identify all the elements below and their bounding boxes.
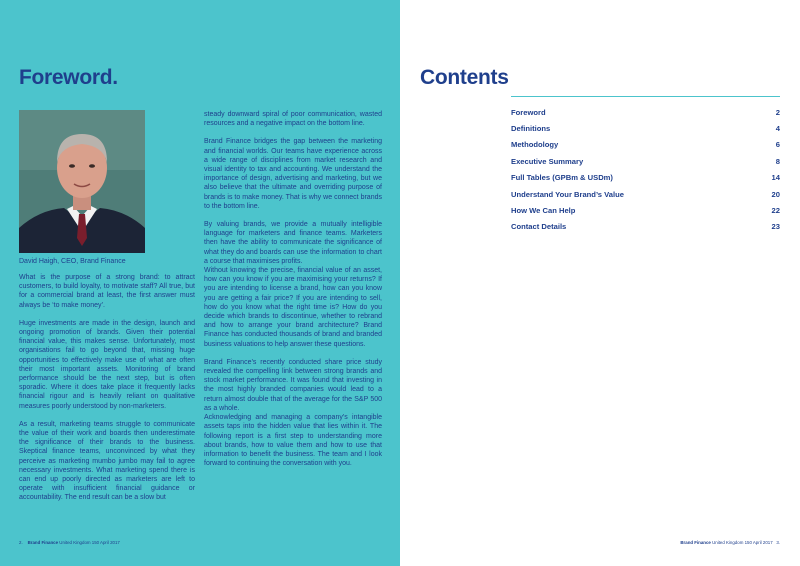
toc-page: 14 <box>771 173 780 183</box>
paragraph: Brand Finance’s recently conducted share price study revealed the compelling link between strong brands and stock market performance. It was found that investing in the most highly branded companies would lead to a return almost double that of the average for the S&P 500 as a whole. <box>204 358 382 412</box>
foreword-column-1 <box>19 273 195 512</box>
toc-label: Foreword <box>511 107 546 117</box>
toc-item-contact-details[interactable] <box>511 219 780 235</box>
toc-item-foreword[interactable] <box>511 104 780 120</box>
ceo-portrait <box>19 110 145 253</box>
footer-text: United Kingdom 150 April 2017 <box>712 540 773 545</box>
toc-page: 20 <box>771 189 780 199</box>
paragraph: Brand Finance bridges the gap between the marketing and financial worlds. Our teams have experience across a wide range of disciplines from market research and visual identity to tax and accounting. We understand the importance of design, advertising and marketing, but we also believe that the ultimate and overriding purpose of brands is to make money. That is why we connect brands to the bottom line. <box>204 138 382 210</box>
footer-right <box>680 540 780 545</box>
page-number: 3. <box>776 540 780 545</box>
paragraph: Huge investments are made in the design, launch and ongoing promotion of brands. Given their potential financial value, this makes sense. Unfortunately, most organisations fail to go beyond that, missing huge opportunities to effectively make use of what are often their most important assets. Monitoring of brand performance should be the next step, but is often sporadic. Where it does take place it frequently lacks financial rigour and is heavily reliant on qualitative measures poorly understood by non-marketers. <box>19 319 195 410</box>
toc-item-definitions[interactable] <box>511 120 780 136</box>
toc-item-how-we-can-help[interactable] <box>511 202 780 218</box>
footer-left <box>19 540 120 545</box>
toc-label: Understand Your Brand’s Value <box>511 189 624 199</box>
paragraph: steady downward spiral of poor communication, wasted resources and a negative impact on the bottom line. <box>204 111 382 128</box>
contents-title: Contents <box>420 66 509 89</box>
footer-text: United Kingdom 150 April 2017 <box>59 540 120 545</box>
toc-label: Definitions <box>511 124 551 134</box>
portrait-illustration <box>19 110 145 253</box>
photo-caption: David Haigh, CEO, Brand Finance <box>19 258 126 265</box>
contents-divider <box>511 96 780 97</box>
paragraph: As a result, marketing teams struggle to communicate the value of their work and boards then underestimate the significance of their brands to the business. Skeptical finance teams, unconvinced by what they perceive as marketing mumbo jumbo may fail to agree necessary investments. What marketing spend there is can end up poorly directed as marketers are left to operate with insufficient financial guidance or accountability. The end result can be a slow but <box>19 420 195 502</box>
toc-item-methodology[interactable] <box>511 137 780 153</box>
toc-page: 22 <box>771 206 780 216</box>
paragraph: Acknowledging and managing a company’s intangible assets taps into the hidden value that lies within it. The following report is a first step to understanding more about brands, how to value them and how to use that information to benefit the business. The team and I look forward to continuing the conversation with you. <box>204 414 382 468</box>
footer-brand: Brand Finance <box>27 540 59 545</box>
paragraph: By valuing brands, we provide a mutually intelligible language for marketers and finance teams. Marketers then have the ability to communicate the significance of what they do and boards can use the information to chart a course that maximises profits. <box>204 221 382 265</box>
toc-page: 23 <box>771 222 780 232</box>
toc-item-executive-summary[interactable] <box>511 153 780 169</box>
toc-label: Contact Details <box>511 222 567 232</box>
page-number: 2. <box>19 540 23 545</box>
toc-label: Methodology <box>511 140 559 150</box>
paragraph: What is the purpose of a strong brand: to attract customers, to build loyalty, to motivate staff? All true, but for a commercial brand at least, the first answer must always be ‘to make money’. <box>19 274 195 309</box>
toc-label: Executive Summary <box>511 156 584 166</box>
table-of-contents <box>511 104 780 235</box>
footer-brand: Brand Finance <box>680 540 711 545</box>
toc-page: 8 <box>775 156 780 166</box>
toc-page: 4 <box>775 124 780 134</box>
paragraph: Without knowing the precise, financial value of an asset, how can you know if you are maximising your returns? If you are intending to license a brand, how can you know you are getting a fair price? If you are intending to sell, how do you know what the right time is? How do you decide which brands to discontinue, whether to rebrand and how to arrange your brand architecture? Brand Finance has conducted thousands of brand and branded business valuations to help answer these questions. <box>204 267 382 348</box>
toc-page: 6 <box>775 140 780 150</box>
toc-label: Full Tables (GPBm & USDm) <box>511 173 613 183</box>
toc-item-full-tables[interactable] <box>511 170 780 186</box>
toc-page: 2 <box>775 107 780 117</box>
toc-label: How We Can Help <box>511 206 576 216</box>
foreword-title: Foreword. <box>19 66 118 89</box>
foreword-column-2 <box>204 110 382 477</box>
toc-item-brand-value[interactable] <box>511 186 780 202</box>
